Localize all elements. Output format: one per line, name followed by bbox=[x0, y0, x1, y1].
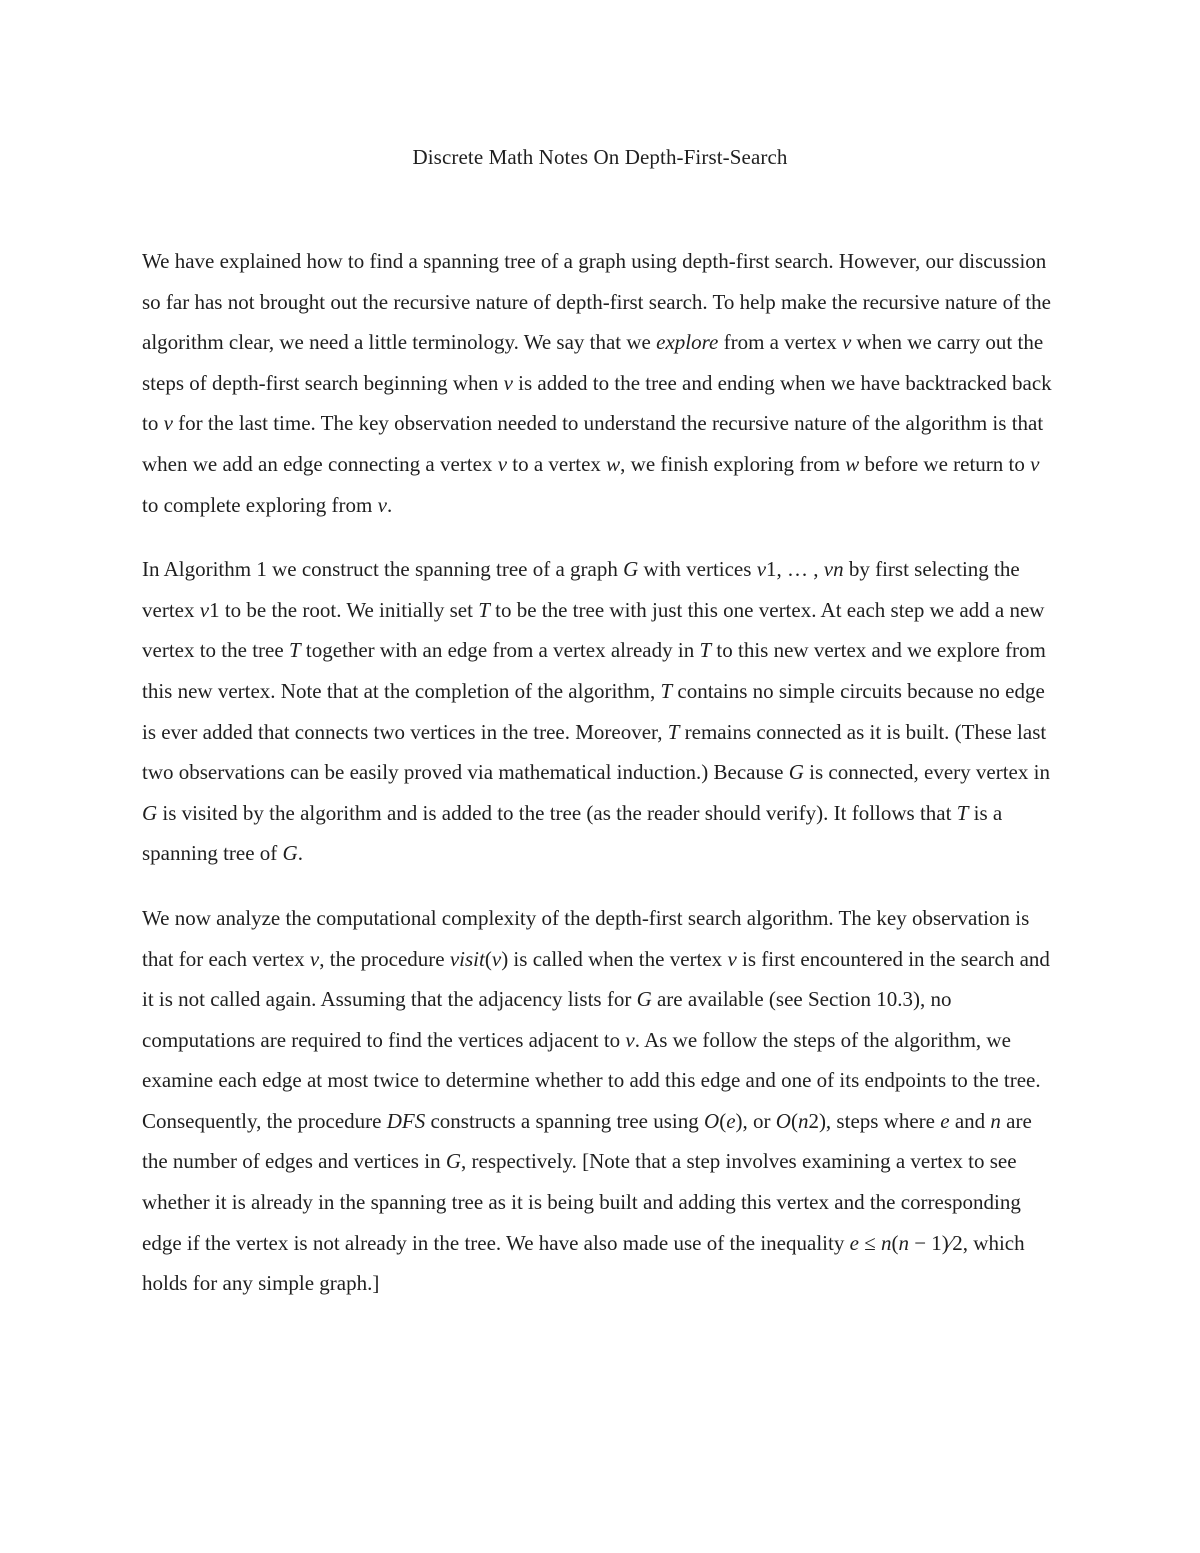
text-run: together with an edge from a vertex already in bbox=[300, 638, 700, 663]
text-run: 1, … , bbox=[766, 557, 824, 582]
text-run: is visited by the algorithm and is added to the tree (as the reader should verify). It follows that bbox=[157, 800, 957, 825]
text-run: , respectively. [Note that a step involves examining a vertex to see whether it is already in the spanning tree as it is being built and adding this vertex and the corresponding edge if the vertex is not already in the tree. We have also made use of the inequality bbox=[142, 1149, 1021, 1255]
text-run: constructs a spanning tree using bbox=[425, 1108, 705, 1133]
italic-term: v bbox=[841, 330, 852, 355]
italic-term: v bbox=[199, 597, 210, 622]
text-run: is first encountered in the search and it is not called again. Assuming that the adjacency lists for bbox=[142, 946, 1050, 1012]
text-run: . bbox=[297, 841, 303, 866]
text-run: − 1)∕2, which holds for any simple graph.] bbox=[142, 1230, 1025, 1296]
text-run: ( bbox=[719, 1108, 727, 1133]
italic-term: v bbox=[497, 451, 508, 476]
text-run: are available (see Section 10.3), no computations are required to find the vertices adjacent to bbox=[142, 987, 952, 1052]
paragraph-3 bbox=[142, 898, 1058, 1304]
text-run: We have explained how to find a spanning tree of a graph using depth-first search. However, our discussion so far has not brought out the recursive nature of depth-first search. To help make the recursive nature of the algorithm clear, we need a little terminology. We say that we bbox=[142, 249, 1051, 355]
italic-term: e bbox=[726, 1108, 736, 1133]
italic-term: explore bbox=[656, 330, 719, 355]
italic-term: n bbox=[880, 1230, 892, 1255]
text-run: when we carry out the steps of depth-first search beginning when bbox=[142, 330, 1044, 395]
italic-term: n bbox=[898, 1230, 909, 1255]
text-run: from a vertex bbox=[718, 330, 842, 355]
text-run: ) is called when the vertex bbox=[501, 946, 728, 971]
text-run: . As we follow the steps of the algorithm, we examine each edge at most twice to determine whether to add this edge and one of its endpoints to the tree. Consequently, the procedure bbox=[142, 1027, 1041, 1133]
document-title: Discrete Math Notes On Depth-First-Search bbox=[412, 145, 788, 169]
text-run: for the last time. The key observation needed to understand the recursive nature of the algorithm is that when we add an edge connecting a vertex bbox=[142, 411, 1044, 476]
text-run: are the number of edges and vertices in bbox=[142, 1108, 1032, 1174]
italic-term: visit bbox=[449, 946, 485, 971]
italic-term: vn bbox=[823, 557, 844, 582]
italic-term: T bbox=[699, 638, 712, 663]
italic-term: G bbox=[445, 1149, 461, 1174]
text-run: ≤ bbox=[858, 1230, 881, 1255]
text-run: and bbox=[949, 1108, 991, 1133]
text-run: 1 to be the root. We initially set bbox=[209, 597, 479, 622]
text-run: 2), steps where bbox=[808, 1108, 941, 1133]
text-run: ), or bbox=[735, 1108, 776, 1133]
italic-term: n bbox=[797, 1108, 809, 1133]
italic-term: DFS bbox=[386, 1108, 426, 1133]
italic-term: v bbox=[625, 1027, 635, 1052]
text-run: to a vertex bbox=[507, 451, 607, 476]
paragraph-2 bbox=[142, 549, 1058, 874]
italic-term: T bbox=[288, 638, 301, 663]
text-run: before we return to bbox=[859, 451, 1031, 476]
italic-term: e bbox=[849, 1230, 859, 1255]
italic-term: T bbox=[660, 678, 673, 703]
italic-term: G bbox=[623, 557, 639, 582]
document-body bbox=[142, 241, 1058, 1328]
text-run: ( bbox=[790, 1108, 798, 1133]
text-run: is a spanning tree of bbox=[142, 800, 1003, 866]
italic-term: v bbox=[309, 946, 320, 971]
italic-term: v bbox=[756, 557, 767, 582]
text-run: is connected, every vertex in bbox=[803, 760, 1050, 785]
text-run: , we finish exploring from bbox=[620, 451, 846, 476]
italic-term: T bbox=[478, 597, 490, 622]
text-run: In Algorithm 1 we construct the spanning tree of a graph bbox=[142, 557, 624, 582]
italic-term: G bbox=[636, 987, 652, 1012]
text-run: is added to the tree and ending when we have backtracked back to bbox=[142, 370, 1052, 436]
text-run: ( bbox=[891, 1230, 899, 1255]
text-run: to this new vertex and we explore from this new vertex. Note that at the completion of the algorithm, bbox=[142, 638, 1046, 703]
italic-term: O bbox=[704, 1108, 720, 1133]
italic-term: G bbox=[282, 841, 298, 866]
italic-term: T bbox=[956, 800, 969, 825]
italic-term: v bbox=[1030, 451, 1040, 476]
text-run: to be the tree with just this one vertex. At each step we add a new vertex to the tree bbox=[142, 597, 1045, 663]
italic-term: G bbox=[788, 760, 804, 785]
text-run: by first selecting the vertex bbox=[142, 557, 1020, 622]
italic-term: T bbox=[667, 719, 680, 744]
italic-term: v bbox=[727, 946, 737, 971]
text-run: to complete exploring from bbox=[142, 492, 378, 517]
italic-term: v bbox=[491, 946, 502, 971]
text-run: ( bbox=[484, 946, 492, 971]
text-run: contains no simple circuits because no edge is ever added that connects two vertices in the tree. Moreover, bbox=[142, 678, 1045, 744]
paragraph-1 bbox=[142, 241, 1058, 525]
italic-term: w bbox=[845, 451, 860, 476]
italic-term: v bbox=[163, 411, 173, 436]
italic-term: n bbox=[990, 1108, 1001, 1133]
italic-term: G bbox=[142, 800, 158, 825]
text-run: We now analyze the computational complexity of the depth-first search algorithm. The key observation is that for each vertex bbox=[142, 905, 1030, 971]
text-run: . bbox=[386, 492, 393, 517]
italic-term: e bbox=[940, 1108, 950, 1133]
italic-term: w bbox=[606, 451, 621, 476]
italic-term: O bbox=[775, 1108, 791, 1133]
text-run: with vertices bbox=[638, 557, 757, 582]
italic-term: v bbox=[503, 370, 513, 395]
text-run: , the procedure bbox=[319, 946, 450, 971]
text-run: remains connected as it is built. (These last two observations can be easily proved via mathematical induction.) Because bbox=[142, 719, 1047, 785]
italic-term: v bbox=[377, 492, 387, 517]
